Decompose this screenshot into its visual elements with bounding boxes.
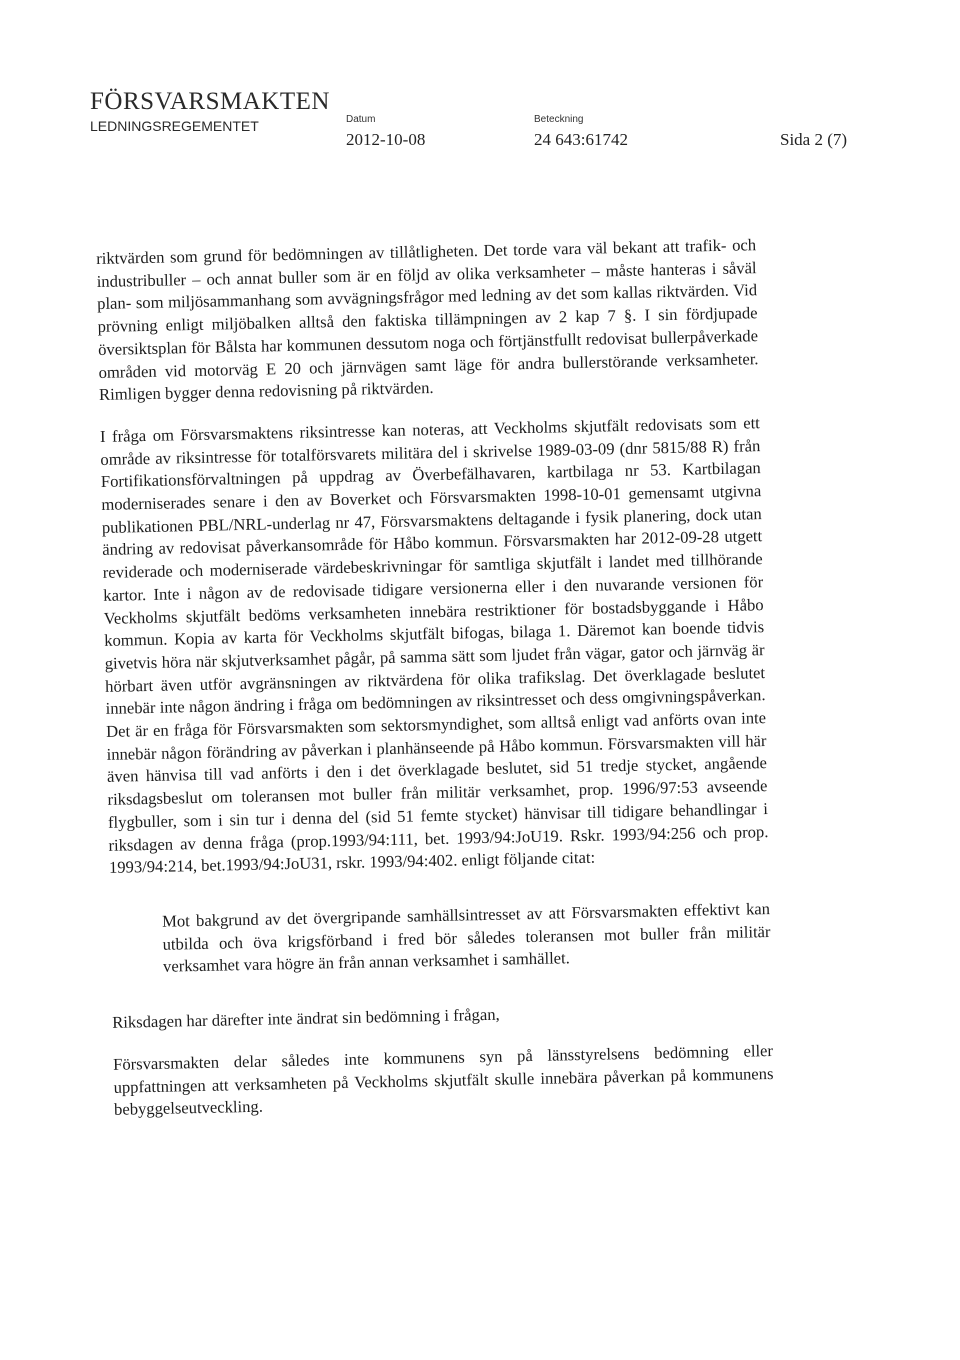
- letterhead: [90, 88, 880, 158]
- date-label: Datum: [346, 114, 376, 125]
- paragraph-riksdag: Riksdagen har därefter inte ändrat sin bedömning i frågan,: [112, 1004, 500, 1032]
- paragraph-noise-guidelines: riktvärden som grund för bedömningen av tillåtligheten. Det torde vara väl bekant att trafik- och industribuller – och annat buller som är en följd av olika verksamheter – måste hanteras i såväl plan- som miljösammanhang som avvägningsfrågor med ledning av det som kallas riktvärden. Vid prövning enligt miljöbalken alltså den faktiska tillämpningen av 2 kap 7 §. I sin fördjupade översiktsplan för Bålsta har kommunen dessutom noga och förtjänstfullt redovisat bullerpåverkade områden vid motorväg E 20 och järnvägen samt läge för andra bullerstörande verksamheter. Rimligen bygger denna redovisning på riktvärden.: [96, 235, 759, 405]
- letter-body: [96, 234, 775, 1141]
- organization-unit: LEDNINGSREGEMENTET: [90, 118, 259, 134]
- reference-label: Beteckning: [534, 114, 584, 125]
- page-indicator: Sida 2 (7): [780, 130, 848, 149]
- date-value: 2012-10-08: [346, 130, 426, 149]
- paragraph-national-interest: I fråga om Försvarsmaktens riksintresse kan noteras, att Veckholms skjutfält redovisats som ett område av riksintresse för totalförsvarets militära del i skrivelse 1989-03-09 (dnr 5815/88 R) från Fortifikationsförvaltningen på uppdrag av Överbefälhavaren, kartbilaga nr 53. Kartbilagan moderniserades senare i den av Boverket och Försvarsmakten 1998-10-01 gemensamt utgivna publikationen PBL/NRL-underlag nr 47, Försvarsmaktens deltagande i fysik planering, dock utan ändring av redovisat påverkansområde för Håbo kommun. Försvarsmakten har 2012-09-28 utgett reviderade och moderniserade värdebeskrivningar för samtliga skjutfält i landet med tillhörande kartor. Inte i någon av de redovisade tidigare versionerna eller i den nuvarande versionen för Veckholms skjutfält bedöms verksamheten innebära restriktioner för bostadsbyggande i Håbo kommun. Kopia av karta för Veckholms skjutfält bifogas, bilaga 1. Däremot kan boende tidvis givetvis höra när skjutverksamhet pågår, på samma sätt som ljudet från vägar, gator och järnväg är hörbart även utför avgränsningen av riktvärdena för olika trafikslag. Det överklagade beslutet innebär inte någon ändring i fråga om bedömningen av riksintresset och dess omgivningspåverkan. Det är en fråga för Försvarsmakten som sektorsmyndighet, som alltså enligt vad anförts ovan inte innebär någon förändring av påverkan i planhänseende på Håbo kommun. Försvarsmakten vill här även hänvisa till vad anförts i den i det överklagade beslutet, sid 51 tredje stycket, angående riksdagsbeslut om toleransen mot buller från militär verksamhet, prop. 1996/97:53 avseende flygbuller, som i sin tur i denna del (sid 51 femte stycket) hänvisar till tidigare behandlingar i riksdagen av denna fråga (prop.1993/94:111, bet. 1993/94:JoU19. Rskr. 1993/94:256 och prop. 1993/94:214, bet.1993/94:JoU31, rskr. 1993/94:402. enligt följande citat:: [99, 413, 769, 878]
- paragraph-conclusion: Försvarsmakten delar således inte kommunens syn på länsstyrelsens bedömning eller uppfattningen att verksamheten på Veckholms skjutfält skulle innebära påverkan på kommunens bebyggelseutveckling.: [112, 1040, 774, 1120]
- block-quote: Mot bakgrund av det övergripande samhällsintresset av att Försvarsmakten effektivt kan utbilda och öva krigsförband i fred bör således toleransen mot buller från militär verksamhet vara högre än från annan verksamhet i samhället.: [161, 899, 771, 977]
- reference-value: 24 643:61742: [534, 130, 628, 149]
- organization-name: FÖRSVARSMAKTEN: [90, 88, 330, 115]
